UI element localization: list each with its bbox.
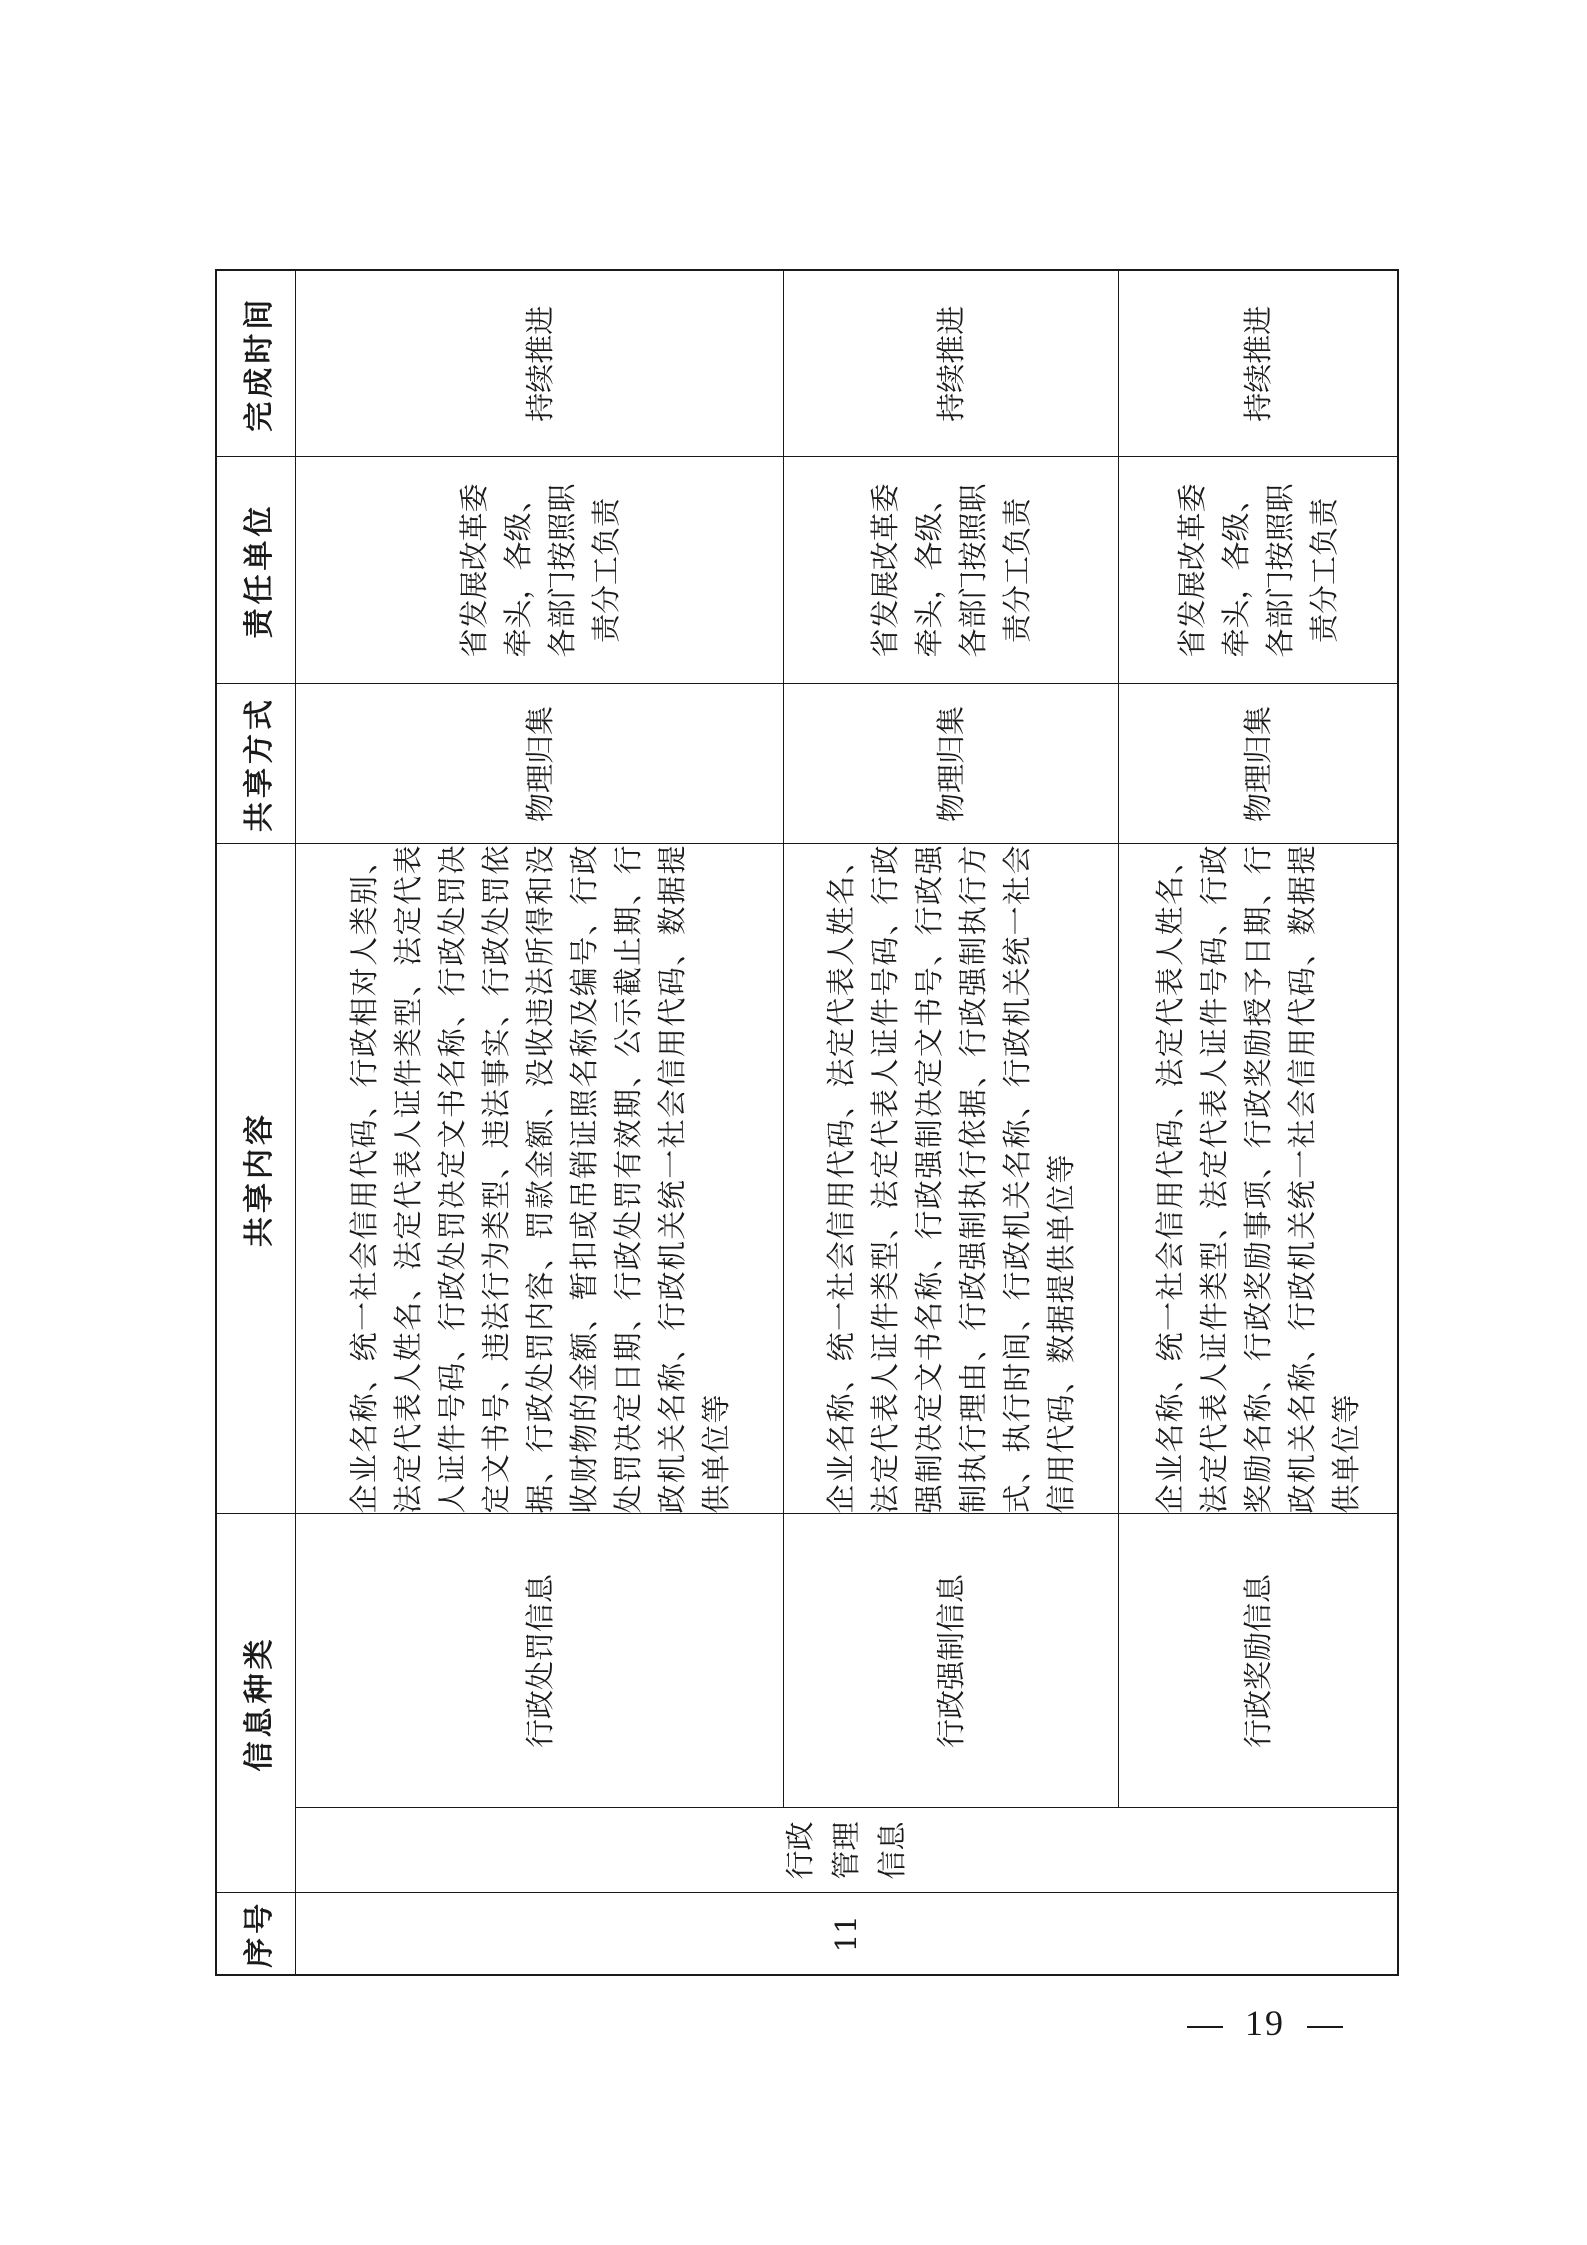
row-content: 企业名称、统一社会信用代码、行政相对人类别、法定代表人姓名、法定代表人证件类型、法定代表人证件号码、行政处罚决定文书名称、行政处罚决定文书号、违法行为类型、违法事实、行政处罚依据、行政处罚内容、罚款金额、没收违法所得和没收财物的金额、暂扣或吊销证照名称及编号、行政处罚决定日期、行政处罚有效期、公示截止期、行政机关名称、行政机关统一社会信用代码、数据提供单位等 <box>296 844 784 1514</box>
rotated-table-container <box>215 271 1395 1976</box>
table-row <box>1119 270 1398 1975</box>
group-category <box>296 1808 1398 1893</box>
info-sharing-table <box>215 269 1399 1976</box>
row-subcategory: 行政奖励信息 <box>1119 1514 1398 1808</box>
row-time: 持续推进 <box>296 270 784 457</box>
header-content: 共享内容 <box>216 844 296 1514</box>
row-unit-text: 省发展改革委牵头，各级、各部门按照职责分工负责 <box>1174 483 1341 658</box>
group-category-label: 行政管理信息 <box>783 1821 910 1880</box>
page-number-left-dash <box>1187 2026 1223 2028</box>
page-number-right-dash <box>1307 2026 1343 2028</box>
row-time: 持续推进 <box>1119 270 1398 457</box>
row-unit-text: 省发展改革委牵头，各级、各部门按照职责分工负责 <box>456 483 623 658</box>
row-mode: 物理归集 <box>784 684 1119 844</box>
page-number-value: 19 <box>1245 2003 1285 2043</box>
header-row <box>216 270 296 1975</box>
row-unit <box>784 457 1119 684</box>
table-row <box>784 270 1119 1975</box>
row-unit-text: 省发展改革委牵头，各级、各部门按照职责分工负责 <box>868 483 1034 658</box>
table-row <box>296 270 784 1975</box>
row-time: 持续推进 <box>784 270 1119 457</box>
row-mode: 物理归集 <box>296 684 784 844</box>
header-time: 完成时间 <box>216 270 296 457</box>
header-seq: 序号 <box>216 1893 296 1975</box>
row-subcategory: 行政强制信息 <box>784 1514 1119 1808</box>
header-unit: 责任单位 <box>216 457 296 684</box>
group-seq: 11 <box>296 1893 1398 1975</box>
row-content: 企业名称、统一社会信用代码、法定代表人姓名、法定代表人证件类型、法定代表人证件号码、行政奖励名称、行政奖励事项、行政奖励授予日期、行政机关名称、行政机关统一社会信用代码、数据提供单位等 <box>1119 844 1398 1514</box>
row-subcategory: 行政处罚信息 <box>296 1514 784 1808</box>
header-mode: 共享方式 <box>216 684 296 844</box>
row-unit <box>1119 457 1398 684</box>
row-unit <box>296 457 784 684</box>
row-content: 企业名称、统一社会信用代码、法定代表人姓名、法定代表人证件类型、法定代表人证件号码、行政强制决定文书名称、行政强制决定文书号、行政强制执行理由、行政强制执行依据、行政强制执行方式、执行时间、行政机关名称、行政机关统一社会信用代码、数据提供单位等 <box>784 844 1119 1514</box>
page-number <box>1165 2002 1365 2044</box>
row-mode: 物理归集 <box>1119 684 1398 844</box>
header-category: 信息种类 <box>216 1514 296 1893</box>
